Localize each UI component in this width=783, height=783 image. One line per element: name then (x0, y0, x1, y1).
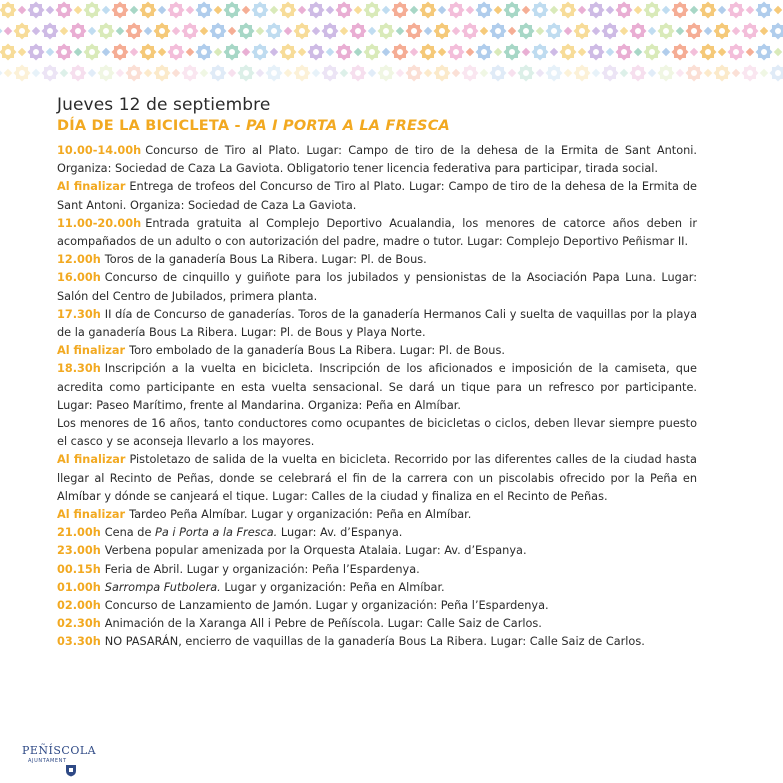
pattern-star (700, 44, 717, 61)
pattern-diamond (382, 6, 390, 14)
pattern-diamond (690, 48, 698, 56)
event-description: Entrada gratuita al Complejo Deportivo Acualandia, los menores de catorce años deben ir acompañados de un adulto o con autorización del padre, madre o tutor. Lugar: Complejo Deportivo Peñismar II. (57, 216, 697, 249)
pattern-diamond (200, 27, 208, 35)
pattern-star (238, 65, 255, 82)
town-logo (18, 738, 97, 778)
pattern-diamond (662, 48, 670, 56)
pattern-star (70, 23, 87, 40)
event-italic-title: Sarrompa Futbolera. (104, 580, 221, 594)
pattern-star (630, 23, 647, 40)
pattern-diamond (410, 6, 418, 14)
pattern-diamond (144, 69, 152, 77)
event-time: 01.00h (57, 580, 101, 594)
pattern-star (532, 2, 549, 19)
pattern-star (210, 23, 227, 40)
pattern-diamond (424, 69, 432, 77)
event-time: 02.30h (57, 617, 101, 631)
pattern-diamond (438, 48, 446, 56)
pattern-star (490, 23, 507, 40)
pattern-star (294, 23, 311, 40)
pattern-diamond (130, 6, 138, 14)
pattern-star (588, 2, 605, 19)
pattern-diamond (368, 69, 376, 77)
pattern-diamond (144, 27, 152, 35)
pattern-star (448, 2, 465, 19)
pattern-diamond (214, 48, 222, 56)
pattern-star (224, 2, 241, 19)
pattern-star (126, 23, 143, 40)
pattern-star (476, 2, 493, 19)
pattern-star (196, 44, 213, 61)
event-time: 02.00h (57, 599, 101, 613)
pattern-diamond (620, 27, 628, 35)
pattern-star (210, 65, 227, 82)
pattern-star (630, 65, 647, 82)
pattern-diamond (340, 69, 348, 77)
pattern-diamond (284, 69, 292, 77)
event-item (57, 251, 697, 269)
event-description: II día de Concurso de ganaderías. Toros de la ganadería Hermanos Cali y suelta de vaquillas por la playa de la ganadería Bous La Ribera. Lugar: Pl. de Bous y Playa Norte. (57, 307, 697, 340)
pattern-diamond (564, 27, 572, 35)
event-description: Feria de Abril. Lugar y organización: Peña l’Espardenya. (104, 562, 420, 576)
pattern-diamond (494, 6, 502, 14)
pattern-star (350, 65, 367, 82)
event-description: Toros de la ganadería Bous La Ribera. Lugar: Pl. de Bous. (104, 253, 427, 267)
pattern-diamond (312, 69, 320, 77)
pattern-star (420, 44, 437, 61)
event-item (57, 142, 697, 178)
event-item (57, 342, 697, 360)
pattern-star (126, 65, 143, 82)
pattern-diamond (18, 48, 26, 56)
pattern-diamond (242, 6, 250, 14)
pattern-diamond (718, 6, 726, 14)
pattern-star (266, 23, 283, 40)
day-title (57, 116, 697, 136)
pattern-diamond (368, 27, 376, 35)
pattern-star (742, 65, 759, 82)
pattern-diamond (452, 27, 460, 35)
pattern-star (504, 2, 521, 19)
event-location: Lugar: Av. d’Espanya. (277, 526, 403, 540)
pattern-diamond (270, 6, 278, 14)
pattern-diamond (774, 6, 782, 14)
pattern-star (686, 23, 703, 40)
day-title-main: DÍA DE LA BICICLETA - (57, 118, 246, 134)
pattern-star (686, 65, 703, 82)
pattern-diamond (592, 27, 600, 35)
event-item (57, 615, 697, 633)
pattern-diamond (606, 48, 614, 56)
pattern-diamond (522, 48, 530, 56)
pattern-star (714, 65, 731, 82)
pattern-diamond (536, 69, 544, 77)
event-time: 10.00-14.00h (57, 144, 142, 157)
pattern-diamond (578, 6, 586, 14)
event-item (57, 542, 697, 560)
event-description: Entrega de trofeos del Concurso de Tiro al Plato. Lugar: Campo de tiro de la dehesa de la Ermita de Sant Antoni. Organiza: Sociedad de Caza La Gaviota. (57, 180, 697, 212)
pattern-star (336, 2, 353, 19)
pattern-star (504, 44, 521, 61)
event-item (57, 451, 697, 506)
pattern-diamond (172, 69, 180, 77)
pattern-star (224, 44, 241, 61)
event-time: Al finalizar (57, 180, 126, 194)
pattern-star (0, 2, 16, 19)
pattern-star (238, 23, 255, 40)
pattern-diamond (4, 27, 12, 35)
event-item (57, 415, 697, 451)
pattern-star (364, 2, 381, 19)
pattern-diamond (270, 48, 278, 56)
pattern-star (294, 65, 311, 82)
pattern-star (98, 23, 115, 40)
pattern-star (700, 2, 717, 19)
pattern-diamond (354, 6, 362, 14)
pattern-star (602, 65, 619, 82)
event-description: Toro embolado de la ganadería Bous La Ribera. Lugar: Pl. de Bous. (129, 344, 505, 358)
pattern-star (532, 44, 549, 61)
pattern-diamond (228, 27, 236, 35)
pattern-diamond (46, 48, 54, 56)
pattern-star (168, 2, 185, 19)
pattern-diamond (704, 27, 712, 35)
pattern-diamond (172, 27, 180, 35)
pattern-star (462, 65, 479, 82)
pattern-diamond (676, 69, 684, 77)
pattern-star (70, 65, 87, 82)
pattern-diamond (396, 69, 404, 77)
pattern-star (266, 65, 283, 82)
pattern-star (742, 23, 759, 40)
pattern-diamond (452, 69, 460, 77)
pattern-star (140, 44, 157, 61)
pattern-star (420, 2, 437, 19)
pattern-diamond (60, 27, 68, 35)
pattern-star (644, 44, 661, 61)
pattern-diamond (326, 6, 334, 14)
decorative-pattern-banner (0, 0, 783, 82)
pattern-diamond (186, 6, 194, 14)
pattern-diamond (102, 6, 110, 14)
pattern-diamond (508, 27, 516, 35)
pattern-star (0, 65, 2, 82)
pattern-star (392, 44, 409, 61)
event-item (57, 524, 697, 542)
pattern-star (574, 23, 591, 40)
day-heading: Jueves 12 de septiembre (57, 95, 271, 115)
pattern-diamond (74, 48, 82, 56)
pattern-diamond (102, 48, 110, 56)
pattern-diamond (354, 48, 362, 56)
pattern-diamond (578, 48, 586, 56)
pattern-diamond (298, 48, 306, 56)
pattern-diamond (732, 69, 740, 77)
pattern-star (322, 23, 339, 40)
event-list (57, 142, 697, 652)
pattern-star (364, 44, 381, 61)
pattern-star (728, 2, 745, 19)
pattern-star (392, 2, 409, 19)
pattern-diamond (690, 6, 698, 14)
pattern-star (280, 2, 297, 19)
pattern-diamond (732, 27, 740, 35)
pattern-diamond (382, 48, 390, 56)
pattern-diamond (718, 48, 726, 56)
pattern-star (588, 44, 605, 61)
pattern-star (56, 44, 73, 61)
event-item (57, 360, 697, 415)
pattern-diamond (774, 48, 782, 56)
event-time: 21.00h (57, 526, 101, 540)
event-time: Al finalizar (57, 508, 126, 522)
pattern-star (728, 44, 745, 61)
pattern-star (462, 23, 479, 40)
star-pattern-graphic (0, 0, 783, 82)
pattern-diamond (480, 69, 488, 77)
event-description: Concurso de cinquillo y guiñote para los jubilados y pensionistas de la Asociación Papa Luna. Lugar: Salón del Centro de Jubilados, primera planta. (57, 271, 697, 303)
event-item (57, 306, 697, 342)
pattern-diamond (60, 69, 68, 77)
event-description: Concurso de Tiro al Plato. Lugar: Campo de tiro de la dehesa de la Ermita de Sant Antoni. Organiza: Sociedad de Caza La Gaviota. Obligatorio tener licencia federativa para participar, tirada social. (57, 144, 697, 176)
event-description: Tardeo Peña Almíbar. Lugar y organización: Peña en Almíbar. (129, 508, 472, 522)
pattern-star (406, 23, 423, 40)
pattern-star (756, 2, 773, 19)
pattern-diamond (676, 27, 684, 35)
pattern-diamond (284, 27, 292, 35)
pattern-diamond (508, 69, 516, 77)
pattern-star (42, 23, 59, 40)
event-time: Al finalizar (57, 344, 126, 358)
pattern-diamond (522, 6, 530, 14)
pattern-star (378, 65, 395, 82)
pattern-star (42, 65, 59, 82)
event-item (57, 269, 697, 305)
pattern-diamond (536, 27, 544, 35)
pattern-diamond (228, 69, 236, 77)
pattern-star (434, 23, 451, 40)
event-description: Verbena popular amenizada por la Orquesta Atalaia. Lugar: Av. d’Espanya. (104, 544, 527, 558)
pattern-star (546, 65, 563, 82)
pattern-diamond (158, 6, 166, 14)
event-item (57, 215, 697, 251)
pattern-star (308, 44, 325, 61)
pattern-star (560, 44, 577, 61)
pattern-star (28, 2, 45, 19)
pattern-diamond (620, 69, 628, 77)
pattern-star (84, 2, 101, 19)
pattern-diamond (130, 48, 138, 56)
pattern-diamond (564, 69, 572, 77)
pattern-diamond (88, 69, 96, 77)
pattern-diamond (466, 6, 474, 14)
event-description: Pistoletazo de salida de la vuelta en bicicleta. Recorrido por las diferentes calles de la ciudad hasta llegar al Recinto de Peñas, donde se celebrará el fin de la carrera con un piscolabis ofrecido por la Peña en Almíbar y dónde se canjeará el tique. Lugar: Calles de la ciudad y finaliza en el Recinto de Peñas. (57, 453, 697, 503)
pattern-diamond (760, 69, 768, 77)
event-time: 18.30h (57, 362, 101, 376)
pattern-diamond (746, 48, 754, 56)
event-item (57, 597, 697, 615)
pattern-diamond (648, 69, 656, 77)
pattern-diamond (648, 27, 656, 35)
pattern-diamond (158, 48, 166, 56)
event-description: Inscripción a la vuelta en bicicleta. Inscripción de los aficionados e imposición de la camiseta, que acredita como participante en esta vuelta sensacional. Se dará un tique para un refresco por participante. Lugar: Paseo Marítimo, frente al Mandarina. Organiza: Peña en Almíbar. (57, 362, 697, 412)
logo-name: PEÑÍSCOLA (22, 744, 97, 757)
pattern-diamond (746, 6, 754, 14)
pattern-star (714, 23, 731, 40)
pattern-diamond (550, 48, 558, 56)
pattern-star (546, 23, 563, 40)
pattern-star (518, 65, 535, 82)
pattern-diamond (662, 6, 670, 14)
pattern-diamond (326, 48, 334, 56)
event-description: Cena de (104, 526, 156, 540)
event-time: 12.00h (57, 253, 101, 267)
pattern-star (770, 65, 783, 82)
pattern-star (490, 65, 507, 82)
pattern-star (434, 65, 451, 82)
pattern-diamond (32, 69, 40, 77)
pattern-star (672, 2, 689, 19)
pattern-star (168, 44, 185, 61)
pattern-star (140, 2, 157, 19)
pattern-star (308, 2, 325, 19)
pattern-star (672, 44, 689, 61)
pattern-star (756, 44, 773, 61)
pattern-star (658, 23, 675, 40)
pattern-star (154, 65, 171, 82)
pattern-star (84, 44, 101, 61)
logo-subtitle: AJUNTAMENT (28, 758, 67, 764)
event-time: 16.00h (57, 271, 101, 285)
event-description: NO PASARÁN, encierro de vaquillas de la ganadería Bous La Ribera. Lugar: Calle Saiz de Carlos. (104, 635, 645, 649)
event-description: Los menores de 16 años, tanto conductores como ocupantes de bicicletas o ciclos, deben llevar siempre puesto el casco y se aconseja llevarlo a los mayores. (57, 417, 697, 449)
pattern-star (252, 44, 269, 61)
event-item (57, 178, 697, 214)
pattern-diamond (466, 48, 474, 56)
pattern-star (280, 44, 297, 61)
event-time: 00.15h (57, 562, 101, 576)
pattern-star (350, 23, 367, 40)
pattern-star (336, 44, 353, 61)
pattern-star (644, 2, 661, 19)
pattern-star (14, 23, 31, 40)
event-location: Lugar y organización: Peña en Almíbar. (220, 580, 445, 594)
pattern-star (182, 23, 199, 40)
event-item (57, 633, 697, 651)
pattern-diamond (760, 27, 768, 35)
pattern-star (154, 23, 171, 40)
pattern-diamond (18, 6, 26, 14)
pattern-star (98, 65, 115, 82)
pattern-diamond (606, 6, 614, 14)
pattern-star (112, 2, 129, 19)
pattern-star (616, 44, 633, 61)
pattern-diamond (480, 27, 488, 35)
pattern-diamond (550, 6, 558, 14)
pattern-star (182, 65, 199, 82)
pattern-star (616, 2, 633, 19)
pattern-diamond (396, 27, 404, 35)
pattern-star (56, 2, 73, 19)
pattern-diamond (340, 27, 348, 35)
pattern-diamond (410, 48, 418, 56)
event-time: Al finalizar (57, 453, 126, 467)
pattern-star (406, 65, 423, 82)
pattern-star (476, 44, 493, 61)
pattern-diamond (494, 48, 502, 56)
shield-icon (65, 764, 77, 777)
pattern-diamond (186, 48, 194, 56)
pattern-star (378, 23, 395, 40)
event-time: 23.00h (57, 544, 101, 558)
pattern-diamond (242, 48, 250, 56)
pattern-star (252, 2, 269, 19)
pattern-diamond (256, 69, 264, 77)
pattern-star (602, 23, 619, 40)
pattern-diamond (634, 6, 642, 14)
pattern-star (658, 65, 675, 82)
pattern-diamond (592, 69, 600, 77)
pattern-diamond (200, 69, 208, 77)
pattern-star (0, 23, 2, 40)
pattern-star (14, 65, 31, 82)
pattern-diamond (88, 27, 96, 35)
event-time: 03.30h (57, 635, 101, 649)
event-time: 11.00-20.00h (57, 216, 142, 230)
pattern-star (448, 44, 465, 61)
pattern-star (560, 2, 577, 19)
event-italic-title: Pa i Porta a la Fresca. (155, 526, 278, 540)
event-item (57, 506, 697, 524)
pattern-diamond (634, 48, 642, 56)
pattern-star (0, 44, 16, 61)
pattern-diamond (74, 6, 82, 14)
pattern-star (574, 65, 591, 82)
pattern-diamond (46, 6, 54, 14)
pattern-diamond (32, 27, 40, 35)
event-item (57, 561, 697, 579)
pattern-diamond (298, 6, 306, 14)
day-title-italic: PA I PORTA A LA FRESCA (245, 118, 450, 134)
pattern-diamond (214, 6, 222, 14)
pattern-diamond (312, 27, 320, 35)
pattern-star (196, 2, 213, 19)
pattern-diamond (704, 69, 712, 77)
event-time: 17.30h (57, 307, 101, 321)
pattern-star (518, 23, 535, 40)
event-description: Animación de la Xaranga All i Pebre de Peñíscola. Lugar: Calle Saiz de Carlos. (104, 617, 542, 631)
pattern-star (770, 23, 783, 40)
pattern-diamond (256, 27, 264, 35)
pattern-diamond (116, 27, 124, 35)
pattern-diamond (438, 6, 446, 14)
pattern-star (322, 65, 339, 82)
event-item (57, 579, 697, 597)
pattern-star (28, 44, 45, 61)
schedule-content (57, 94, 697, 652)
event-description: Concurso de Lanzamiento de Jamón. Lugar y organización: Peña l’Espardenya. (104, 599, 549, 613)
pattern-star (112, 44, 129, 61)
pattern-diamond (4, 69, 12, 77)
pattern-diamond (424, 27, 432, 35)
pattern-diamond (116, 69, 124, 77)
